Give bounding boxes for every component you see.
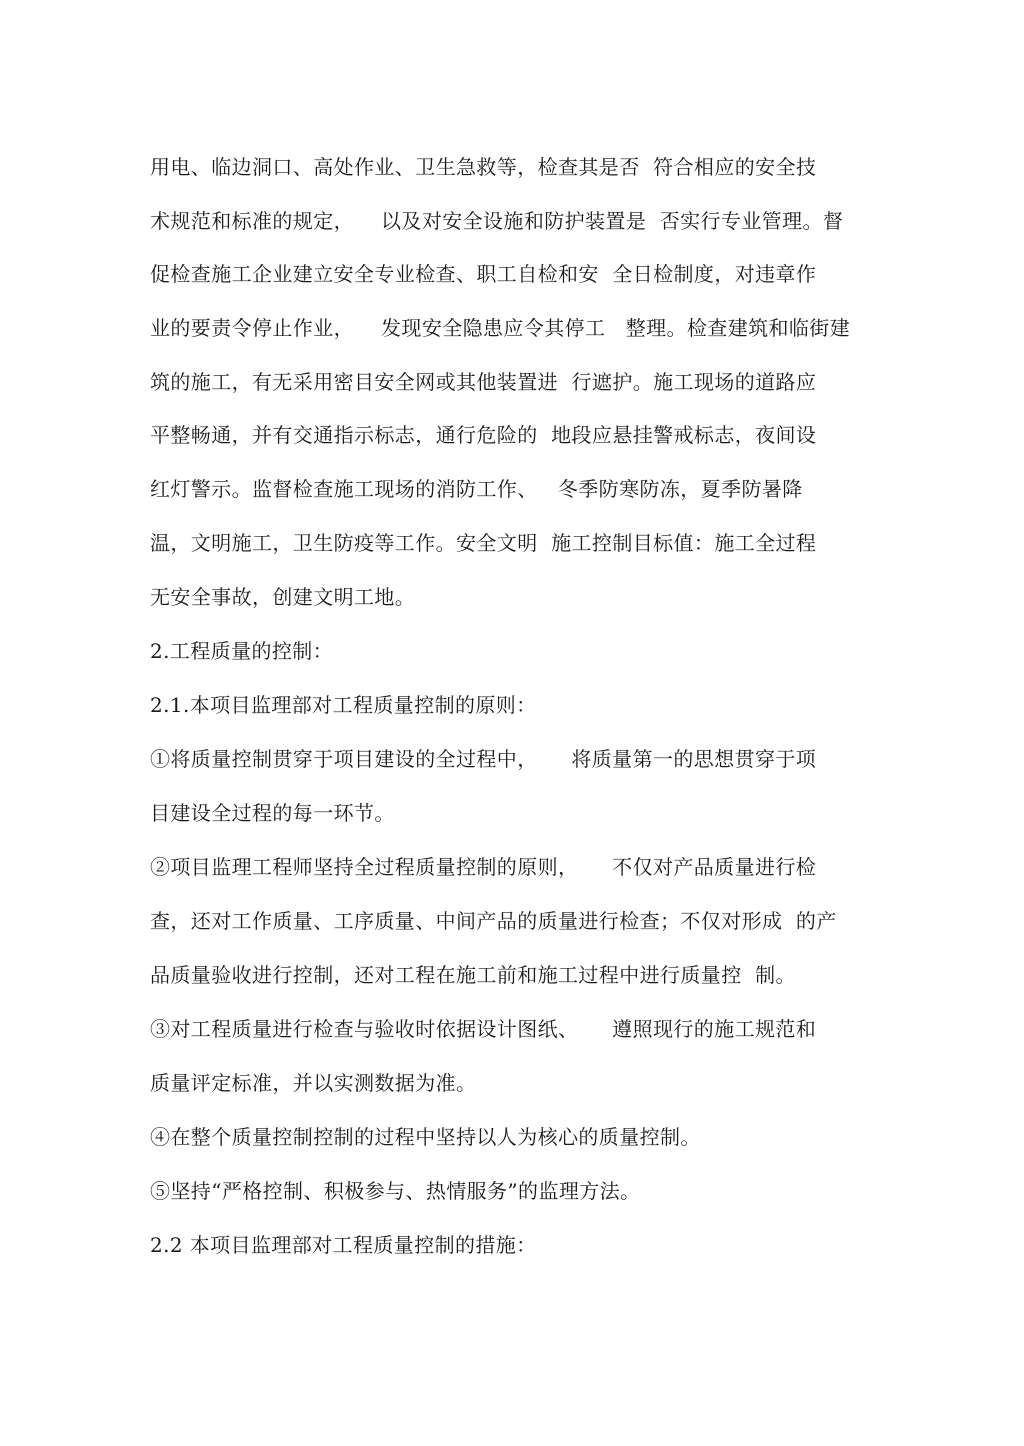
- text-line: 筑的施工，有无采用密目安全网或其他装置进 行遮护。施工现场的道路应: [150, 370, 817, 394]
- text-line: 目建设全过程的每一环节。: [150, 801, 395, 825]
- text-line: 温，文明施工，卫生防疫等工作。安全文明 施工控制目标值：施工全过程: [150, 531, 817, 555]
- subsection-heading: 2.1.本项目监理部对工程质量控制的原则：: [150, 693, 537, 717]
- text-line: 术规范和标准的规定， 以及对安全设施和防护装置是 否实行专业管理。督: [150, 209, 844, 233]
- list-item: ②项目监理工程师坚持全过程质量控制的原则， 不仅对产品质量进行检: [150, 855, 817, 879]
- text-line: 无安全事故，创建文明工地。: [150, 585, 416, 609]
- text-line: 平整畅通，并有交通指示标志，通行危险的 地段应悬挂警戒标志，夜间设: [150, 423, 817, 447]
- list-item: ③对工程质量进行检查与验收时依据设计图纸、 遵照现行的施工规范和: [150, 1017, 817, 1041]
- text-line: 品质量验收进行控制，还对工程在施工前和施工过程中进行质量控 制。: [150, 963, 796, 987]
- text-line: 业的要责令停止作业， 发现安全隐患应令其停工 整理。检查建筑和临街建: [150, 316, 851, 340]
- subsection-heading: 2.2 本项目监理部对工程质量控制的措施：: [150, 1233, 537, 1257]
- text-line: 促检查施工企业建立安全专业检查、职工自检和安 全日检制度，对违章作: [150, 262, 817, 286]
- list-item: ①将质量控制贯穿于项目建设的全过程中， 将质量第一的思想贯穿于项: [150, 747, 817, 771]
- text-line: 质量评定标准，并以实测数据为准。: [150, 1071, 477, 1095]
- section-heading: 2.工程质量的控制：: [150, 639, 334, 663]
- text-line: 用电、临边洞口、高处作业、卫生急救等，检查其是否 符合相应的安全技: [150, 155, 817, 179]
- list-item: ④在整个质量控制控制的过程中坚持以人为核心的质量控制。: [150, 1125, 701, 1149]
- text-line: 查，还对工作质量、工序质量、中间产品的质量进行检查；不仅对形成 的产: [150, 909, 837, 933]
- text-line: 红灯警示。监督检查施工现场的消防工作、 冬季防寒防冻，夏季防暑降: [150, 477, 803, 501]
- list-item: ⑤坚持“严格控制、积极参与、热情服务”的监理方法。: [150, 1179, 641, 1203]
